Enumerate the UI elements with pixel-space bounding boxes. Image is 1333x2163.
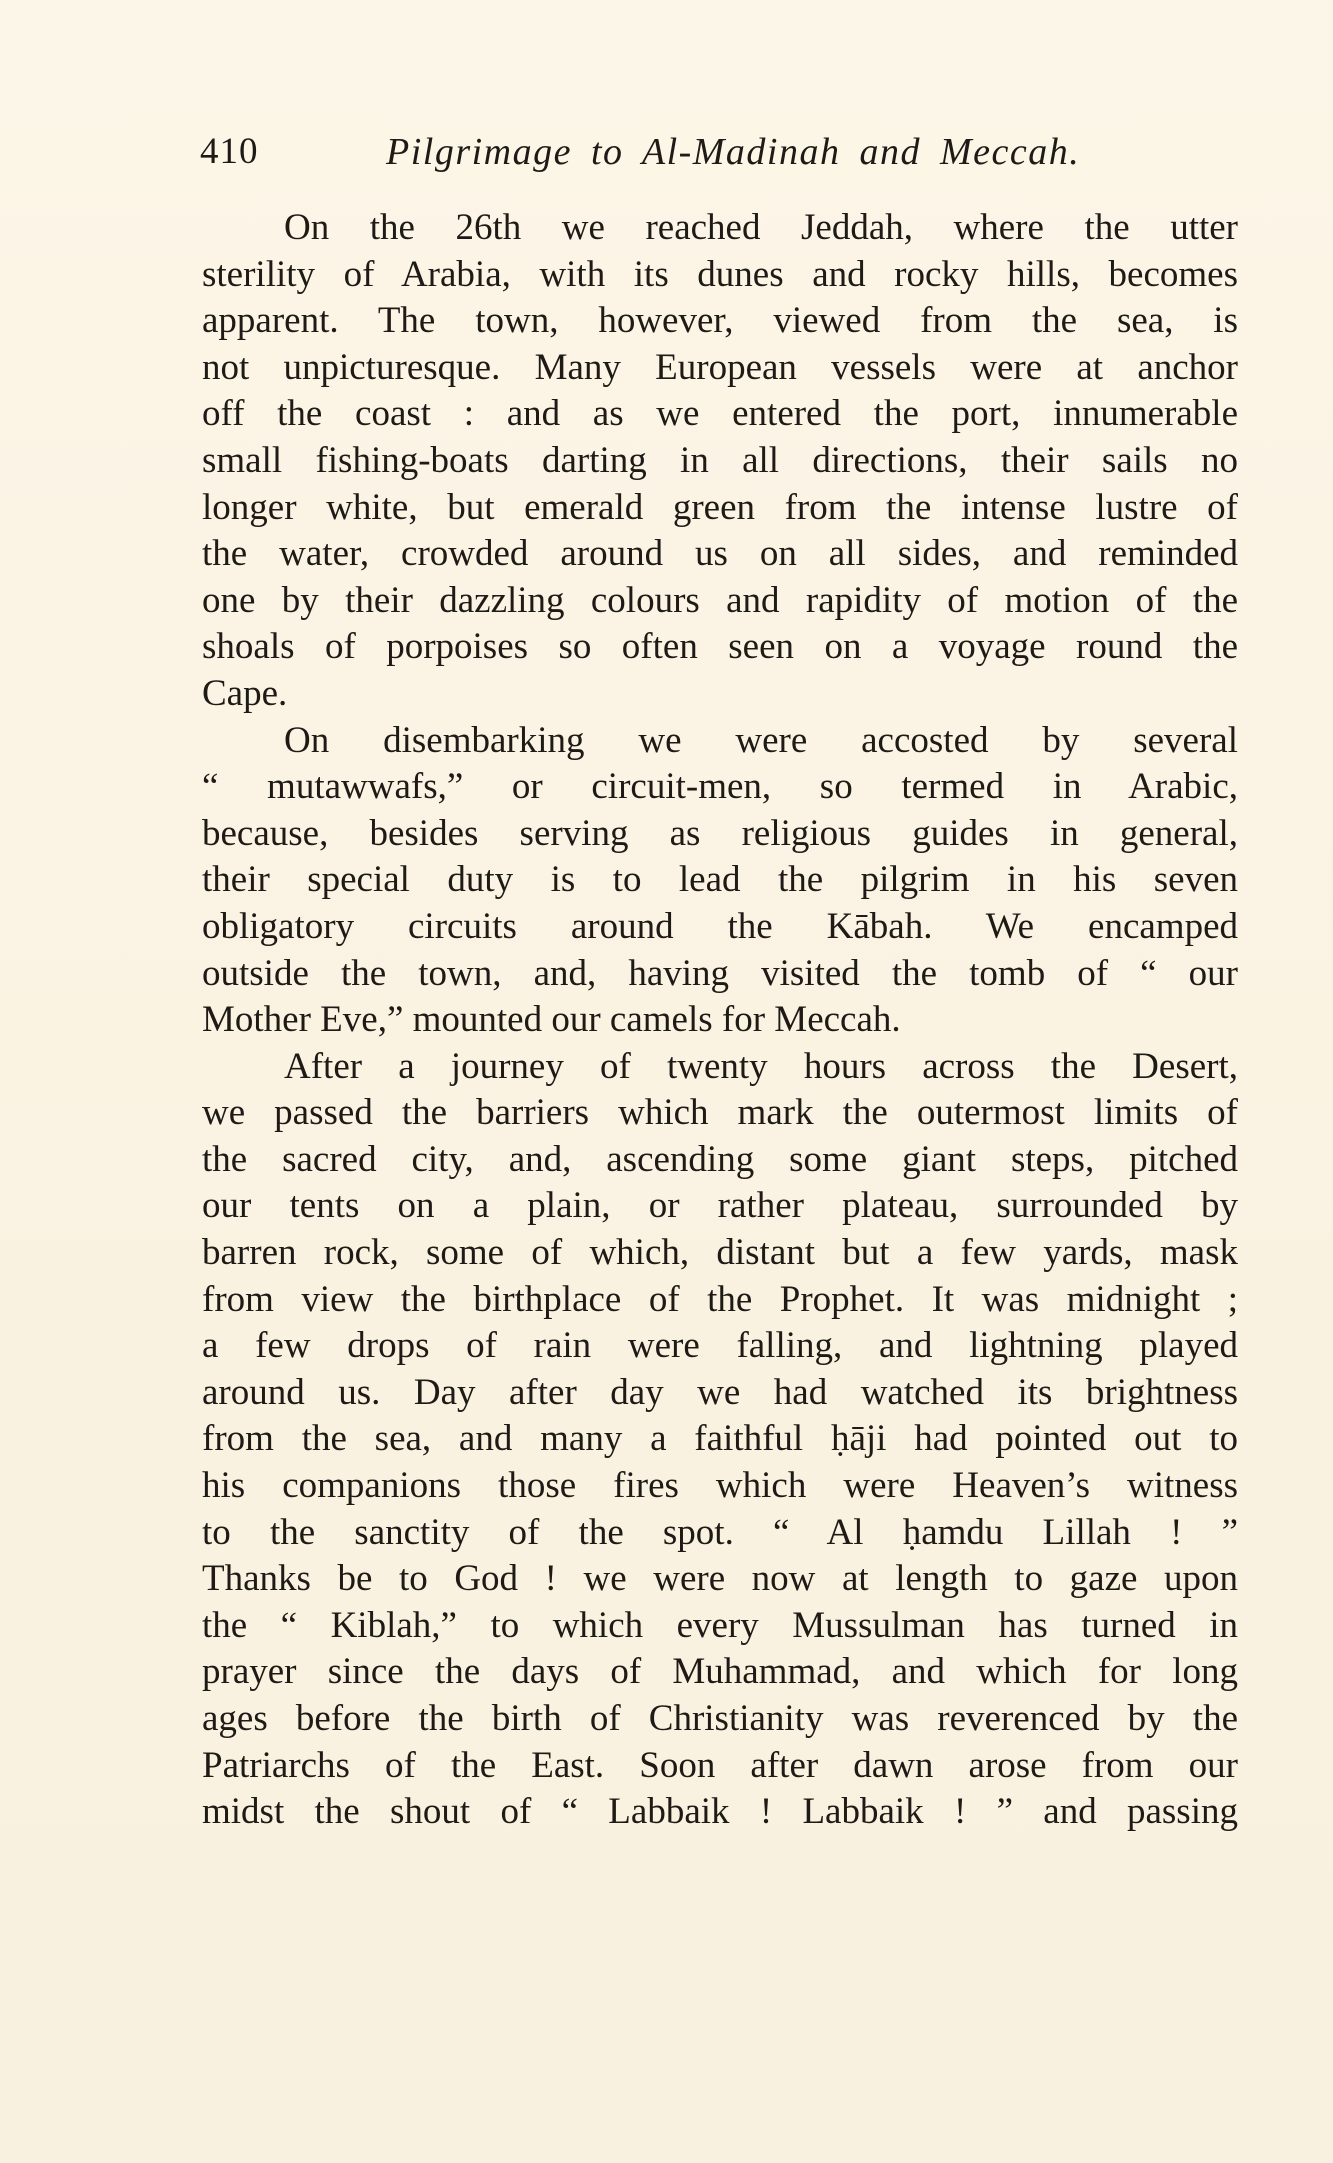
text-line: Patriarchs of the East. Soon after dawn arose from our bbox=[202, 1744, 1238, 1786]
text-line: longer white, but emerald green from the intense lustre of bbox=[202, 486, 1238, 528]
text-line: to the sanctity of the spot. “ Al ḥamdu Lillah ! ” bbox=[202, 1511, 1238, 1553]
text-line: their special duty is to lead the pilgrim in his seven bbox=[202, 859, 1238, 901]
text-line: Thanks be to God ! we were now at length to gaze upon bbox=[202, 1558, 1238, 1600]
text-line: one by their dazzling colours and rapidity of motion of the bbox=[202, 579, 1238, 621]
running-title: Pilgrimage to Al-Madinah and Meccah. bbox=[386, 131, 1081, 173]
text-line: obligatory circuits around the Kābah. We encamped bbox=[202, 905, 1238, 947]
text-line: our tents on a plain, or rather plateau, surrounded by bbox=[202, 1185, 1238, 1227]
text-line: Mother Eve,” mounted our camels for Meccah. bbox=[202, 999, 901, 1041]
text-line: shoals of porpoises so often seen on a voyage round the bbox=[202, 626, 1238, 668]
text-line: Cape. bbox=[202, 672, 288, 714]
text-line: barren rock, some of which, distant but a few yards, mask bbox=[202, 1232, 1238, 1274]
text-line: On the 26th we reached Jeddah, where the utter bbox=[284, 207, 1238, 248]
page-header bbox=[200, 128, 1080, 176]
text-line: On disembarking we were accosted by several bbox=[284, 719, 1238, 761]
text-line: After a journey of twenty hours across the Desert, bbox=[284, 1045, 1238, 1087]
body-text bbox=[202, 205, 1238, 1836]
text-line: the sacred city, and, ascending some giant steps, pitched bbox=[202, 1138, 1238, 1180]
text-line: small fishing-boats darting in all directions, their sails no bbox=[202, 439, 1238, 481]
text-line: ages before the birth of Christianity was reverenced by the bbox=[202, 1698, 1238, 1739]
text-line: prayer since the days of Muhammad, and which for long bbox=[202, 1651, 1238, 1693]
text-line: midst the shout of “ Labbaik ! Labbaik ! ” and passing bbox=[202, 1791, 1238, 1833]
text-line: the “ Kiblah,” to which every Mussulman has turned in bbox=[202, 1604, 1238, 1646]
text-line: we passed the barriers which mark the outermost limits of bbox=[202, 1092, 1238, 1134]
text-line: from view the birthplace of the Prophet. It was midnight ; bbox=[202, 1278, 1238, 1320]
text-line: not unpicturesque. Many European vessels were at anchor bbox=[202, 346, 1238, 388]
text-line: a few drops of rain were falling, and lightning played bbox=[202, 1325, 1238, 1367]
text-line: because, besides serving as religious guides in general, bbox=[202, 812, 1238, 854]
text-line: outside the town, and, having visited the tomb of “ our bbox=[202, 952, 1238, 994]
text-line: around us. Day after day we had watched its brightness bbox=[202, 1371, 1238, 1413]
text-line: sterility of Arabia, with its dunes and rocky hills, becomes bbox=[202, 253, 1238, 295]
text-line: apparent. The town, however, viewed from the sea, is bbox=[202, 300, 1238, 342]
text-line: the water, crowded around us on all sides, and reminded bbox=[202, 533, 1238, 575]
page-number: 410 bbox=[200, 131, 259, 172]
text-line: from the sea, and many a faithful ḥāji had pointed out to bbox=[202, 1418, 1238, 1460]
text-line: “ mutawwafs,” or circuit-men, so termed in Arabic, bbox=[202, 766, 1238, 808]
text-line: off the coast : and as we entered the port, innumerable bbox=[202, 393, 1238, 435]
text-line: his companions those fires which were Heaven’s witness bbox=[202, 1465, 1238, 1507]
